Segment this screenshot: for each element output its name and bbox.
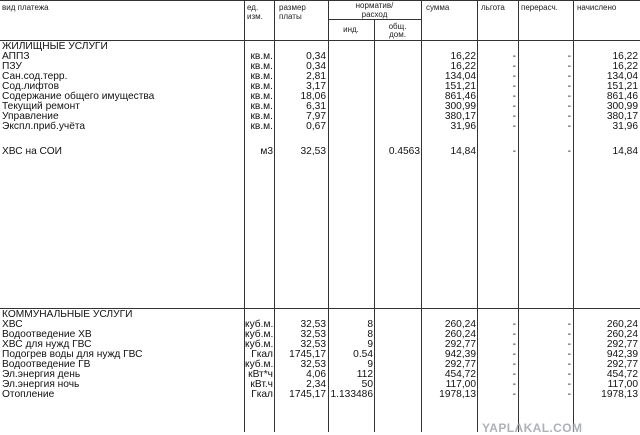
row-unit: куб.м. xyxy=(245,339,274,350)
row-recalc: - xyxy=(567,146,571,157)
row-name: Содержание общего имущества xyxy=(2,91,155,102)
row-recalc: - xyxy=(567,101,571,112)
header-size-line2: платы xyxy=(279,12,302,21)
row-sum: 292,77 xyxy=(444,339,476,350)
row-sum: 861,46 xyxy=(444,91,476,102)
row-ind: 50 xyxy=(361,379,373,390)
row-sum: 16,22 xyxy=(450,51,476,62)
top-border xyxy=(0,0,640,1)
row-ind: 1.133486 xyxy=(330,389,373,400)
row-sum: 942,39 xyxy=(444,349,476,360)
row-sum: 117,00 xyxy=(445,379,476,390)
row-recalc: - xyxy=(567,91,571,102)
row-rate: 1745,17 xyxy=(289,349,326,360)
row-name: ПЗУ xyxy=(2,61,22,72)
header-norm-line2: расход xyxy=(361,10,388,19)
row-name: Водоотведение ХВ xyxy=(2,329,92,340)
row-ind: 8 xyxy=(367,329,373,340)
row-accrued: 1978,13 xyxy=(601,389,638,400)
row-unit: куб.м. xyxy=(245,319,274,330)
row-recalc: - xyxy=(567,121,571,132)
row-sum: 454,72 xyxy=(444,369,476,380)
row-rate: 0,34 xyxy=(306,61,326,72)
header-unit-line1: ед. xyxy=(247,3,259,12)
row-benefit: - xyxy=(512,319,516,330)
row-benefit: - xyxy=(512,369,516,380)
row-benefit: - xyxy=(512,81,516,92)
watermark: YAPLAKAL.COM xyxy=(482,421,583,435)
row-unit: м3 xyxy=(260,146,273,157)
row-rate: 0,34 xyxy=(306,51,326,62)
row-benefit: - xyxy=(512,389,516,400)
row-ind: 0.54 xyxy=(353,349,373,360)
table-row-soi xyxy=(0,147,640,157)
section-title-text: КОММУНАЛЬНЫЕ УСЛУГИ xyxy=(2,309,133,320)
row-unit: кв.м. xyxy=(250,51,273,62)
row-benefit: - xyxy=(512,111,516,122)
row-name: Эл.энергия ночь xyxy=(2,379,80,390)
row-unit: кв.м. xyxy=(250,101,273,112)
header-accrued: начислено xyxy=(577,3,617,12)
row-sum: 134,04 xyxy=(444,71,476,82)
row-name: Сод.лифтов xyxy=(2,81,59,92)
row-benefit: - xyxy=(512,51,516,62)
row-sum: 292,77 xyxy=(444,359,476,370)
row-name: ХВС xyxy=(2,319,23,330)
row-sum: 31,96 xyxy=(450,121,476,132)
header-recalc: перерасч. xyxy=(521,3,558,12)
row-benefit: - xyxy=(512,339,516,350)
row-accrued: 117,00 xyxy=(607,379,638,390)
row-sum: 151,21 xyxy=(444,81,476,92)
row-recalc: - xyxy=(567,61,571,72)
row-benefit: - xyxy=(512,146,516,157)
row-unit: кв.м. xyxy=(250,71,273,82)
row-name: Водоотведение ГВ xyxy=(2,359,91,370)
row-sum: 16,22 xyxy=(450,61,476,72)
row-sum: 300,99 xyxy=(444,101,476,112)
row-recalc: - xyxy=(567,81,571,92)
row-unit: куб.м. xyxy=(245,359,274,370)
row-rate: 32,53 xyxy=(300,146,326,157)
row-ind: 8 xyxy=(367,319,373,330)
row-rate: 7,97 xyxy=(306,111,326,122)
row-rate: 0,67 xyxy=(306,121,326,132)
table-row xyxy=(0,390,640,400)
row-name: ХВС для нужд ГВС xyxy=(2,339,92,350)
row-accrued: 861,46 xyxy=(606,91,638,102)
row-accrued: 300,99 xyxy=(606,101,638,112)
row-accrued: 292,77 xyxy=(606,339,638,350)
row-benefit: - xyxy=(512,91,516,102)
row-recalc: - xyxy=(567,349,571,360)
row-rate: 32,53 xyxy=(300,319,326,330)
row-benefit: - xyxy=(512,329,516,340)
row-sum: 14,84 xyxy=(450,146,476,157)
row-name: АППЗ xyxy=(2,51,30,62)
row-unit: Гкал xyxy=(251,349,273,360)
row-accrued: 942,39 xyxy=(606,349,638,360)
row-recalc: - xyxy=(567,71,571,82)
row-accrued: 380,17 xyxy=(606,111,638,122)
row-recalc: - xyxy=(567,111,571,122)
header-sum: сумма xyxy=(426,3,450,12)
header-ind: инд. xyxy=(343,25,359,34)
row-unit: Гкал xyxy=(251,389,273,400)
row-accrued: 292,77 xyxy=(606,359,638,370)
header-size-line1: размер xyxy=(279,3,306,12)
header-benefit: льгота xyxy=(481,3,505,12)
row-benefit: - xyxy=(512,379,516,390)
row-recalc: - xyxy=(567,389,571,400)
row-sum: 260,24 xyxy=(444,319,476,330)
row-recalc: - xyxy=(567,329,571,340)
row-name: Экспл.приб.учёта xyxy=(2,121,86,132)
row-rate: 18,06 xyxy=(300,91,326,102)
row-unit: кв.м. xyxy=(250,91,273,102)
row-ind: 112 xyxy=(356,369,373,380)
section-title-text: ЖИЛИЩНЫЕ УСЛУГИ xyxy=(2,41,108,52)
row-benefit: - xyxy=(512,349,516,360)
row-name: ХВС на СОИ xyxy=(2,146,62,157)
row-rate: 1745,17 xyxy=(289,389,326,400)
row-sum: 260,24 xyxy=(444,329,476,340)
row-rate: 3,17 xyxy=(306,81,326,92)
row-accrued: 151,21 xyxy=(606,81,638,92)
row-unit: кв.м. xyxy=(250,121,273,132)
row-ind: 9 xyxy=(367,339,373,350)
row-rate: 2,34 xyxy=(306,379,326,390)
row-rate: 32,53 xyxy=(300,359,326,370)
header-type: вид платежа xyxy=(2,3,49,12)
header-common-line2: дом. xyxy=(389,30,406,39)
row-common: 0.4563 xyxy=(388,146,420,157)
row-benefit: - xyxy=(512,101,516,112)
row-accrued: 31,96 xyxy=(612,121,638,132)
row-accrued: 16,22 xyxy=(612,61,638,72)
row-sum: 1978,13 xyxy=(439,389,476,400)
row-name: Управление xyxy=(2,111,59,122)
row-unit: куб.м. xyxy=(245,329,274,340)
row-accrued: 260,24 xyxy=(606,329,638,340)
row-recalc: - xyxy=(567,379,571,390)
row-accrued: 16,22 xyxy=(612,51,638,62)
row-recalc: - xyxy=(567,359,571,370)
header-common-line1: общ. xyxy=(388,22,407,31)
row-rate: 32,53 xyxy=(300,339,326,350)
row-sum: 380,17 xyxy=(444,111,476,122)
row-accrued: 454,72 xyxy=(606,369,638,380)
row-name: Текущий ремонт xyxy=(2,101,80,112)
row-recalc: - xyxy=(567,319,571,330)
row-rate: 32,53 xyxy=(300,329,326,340)
row-recalc: - xyxy=(567,51,571,62)
row-name: Эл.энергия день xyxy=(2,369,81,380)
row-recalc: - xyxy=(567,339,571,350)
row-rate: 4,06 xyxy=(306,369,326,380)
row-unit: кВт*ч xyxy=(248,369,273,380)
row-ind: 9 xyxy=(367,359,373,370)
row-accrued: 14,84 xyxy=(612,146,638,157)
row-benefit: - xyxy=(512,121,516,132)
row-unit: кв.м. xyxy=(250,81,273,92)
row-benefit: - xyxy=(512,71,516,82)
row-unit: кв.м. xyxy=(250,111,273,122)
header-unit-line2: изм. xyxy=(247,12,263,21)
row-name: Сан.сод.терр. xyxy=(2,71,68,82)
row-accrued: 134,04 xyxy=(606,71,638,82)
row-unit: кВт.ч xyxy=(250,379,273,390)
row-unit: кв.м. xyxy=(250,61,273,72)
table-row xyxy=(0,122,640,132)
header-norm-line1: норматив/ xyxy=(355,1,394,10)
row-recalc: - xyxy=(567,369,571,380)
row-rate: 6,31 xyxy=(306,101,326,112)
row-rate: 2,81 xyxy=(306,71,326,82)
row-benefit: - xyxy=(512,61,516,72)
row-accrued: 260,24 xyxy=(606,319,638,330)
row-benefit: - xyxy=(512,359,516,370)
row-name: Отопление xyxy=(2,389,55,400)
row-name: Подогрев воды для нужд ГВС xyxy=(2,349,143,360)
